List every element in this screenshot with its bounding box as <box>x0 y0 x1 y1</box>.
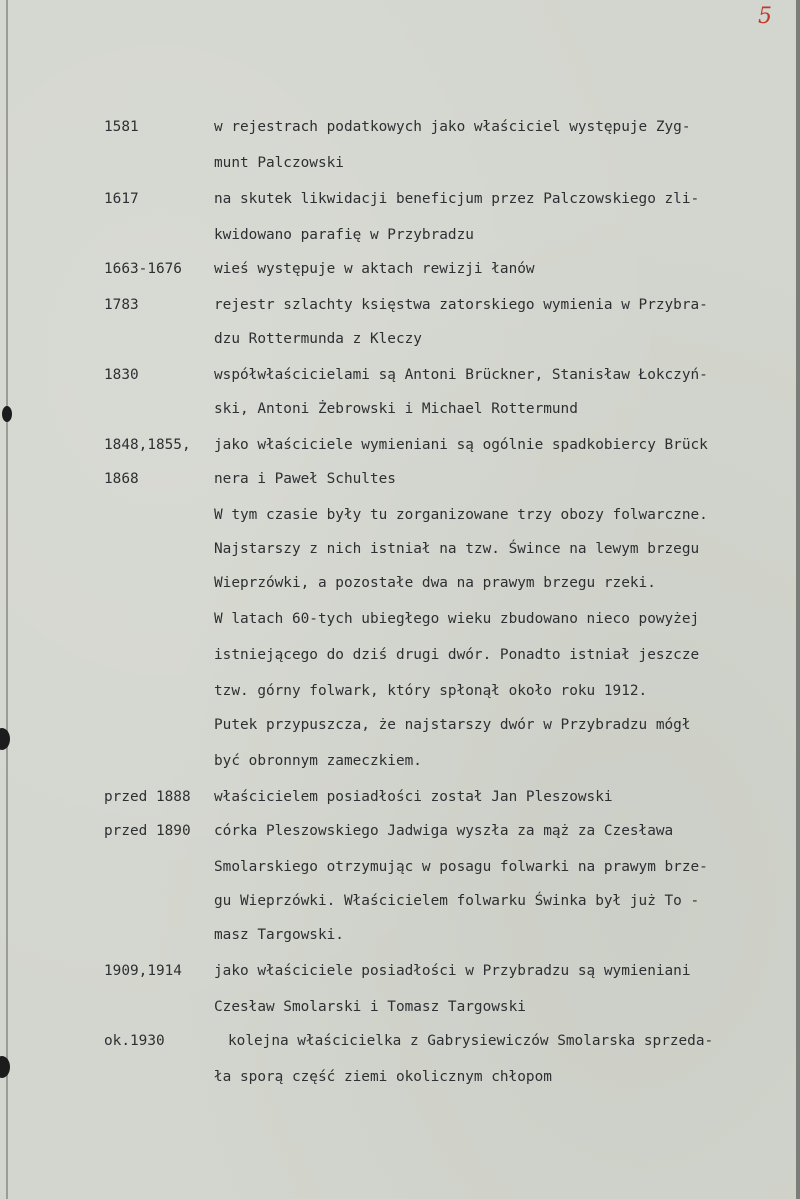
entry-text-line: być obronnym zameczkiem. <box>214 753 422 769</box>
entry-text-line: tzw. górny folwark, który spłonął około roku 1912. <box>214 683 648 699</box>
entry-text-line: gu Wieprzówki. Właścicielem folwarku Świnka był już To - <box>214 893 700 909</box>
entry-text-line: Smolarskiego otrzymując w posagu folwarki na prawym brze- <box>214 859 708 875</box>
entry-year: przed 1888 <box>104 789 191 805</box>
entry-text-line: ła sporą część ziemi okolicznym chłopom <box>214 1069 552 1085</box>
entry-text-line: masz Targowski. <box>214 927 344 943</box>
entry-text-line: na skutek likwidacji beneficjum przez Palczowskiego zli- <box>214 191 700 207</box>
entry-year: 1848,1855, <box>104 437 191 453</box>
entry-text-line: w rejestrach podatkowych jako właściciel występuje Zyg- <box>214 119 691 135</box>
entry-text-line: rejestr szlachty księstwa zatorskiego wymienia w Przybra- <box>214 297 708 313</box>
page-number: 5 <box>758 4 772 29</box>
entry-text-line: jako właściciele posiadłości w Przybradzu są wymieniani <box>214 963 691 979</box>
entry-text-line: kolejna właścicielka z Gabrysiewiczów Smolarska sprzeda- <box>228 1033 714 1049</box>
entry-text-line: Najstarszy z nich istniał na tzw. Śwince na lewym brzegu <box>214 541 700 557</box>
entry-year: 1581 <box>104 119 139 135</box>
punch-hole <box>0 1056 10 1078</box>
entry-year: 1830 <box>104 367 139 383</box>
entry-text-line: Wieprzówki, a pozostałe dwa na prawym brzegu rzeki. <box>214 575 656 591</box>
entry-text-line: ski, Antoni Żebrowski i Michael Rottermund <box>214 401 578 417</box>
entry-year: 1663-1676 <box>104 261 182 277</box>
punch-hole <box>2 406 12 422</box>
entry-text-line: W latach 60-tych ubiegłego wieku zbudowano nieco powyżej <box>214 611 700 627</box>
entry-year: 1909,1914 <box>104 963 182 979</box>
entry-text-line: dzu Rottermunda z Kleczy <box>214 331 422 347</box>
entry-text-line: córka Pleszowskiego Jadwiga wyszła za mąż za Czesława <box>214 823 674 839</box>
entry-text-line: istniejącego do dziś drugi dwór. Ponadto istniał jeszcze <box>214 647 700 663</box>
entry-text-line: wieś występuje w aktach rewizji łanów <box>214 261 535 277</box>
punch-hole <box>0 728 10 750</box>
entry-text-line: Putek przypuszcza, że najstarszy dwór w Przybradzu mógł <box>214 717 691 733</box>
entry-year: ok.1930 <box>104 1033 165 1049</box>
entry-text-line: munt Palczowski <box>214 155 344 171</box>
entry-text-line: Czesław Smolarski i Tomasz Targowski <box>214 999 526 1015</box>
entry-year: 1783 <box>104 297 139 313</box>
entry-text-line: nera i Paweł Schultes <box>214 471 396 487</box>
entry-year: przed 1890 <box>104 823 191 839</box>
entry-year: 1868 <box>104 471 139 487</box>
margin-rule <box>6 0 8 1199</box>
entry-year: 1617 <box>104 191 139 207</box>
entry-text-line: współwłaścicielami są Antoni Brückner, Stanisław Łokczyń- <box>214 367 708 383</box>
entry-text-line: właścicielem posiadłości został Jan Pleszowski <box>214 789 613 805</box>
entry-text-line: W tym czasie były tu zorganizowane trzy obozy folwarczne. <box>214 507 708 523</box>
entry-text-line: jako właściciele wymieniani są ogólnie spadkobiercy Brück <box>214 437 708 453</box>
page-edge <box>796 0 800 1199</box>
entry-text-line: kwidowano parafię w Przybradzu <box>214 227 474 243</box>
